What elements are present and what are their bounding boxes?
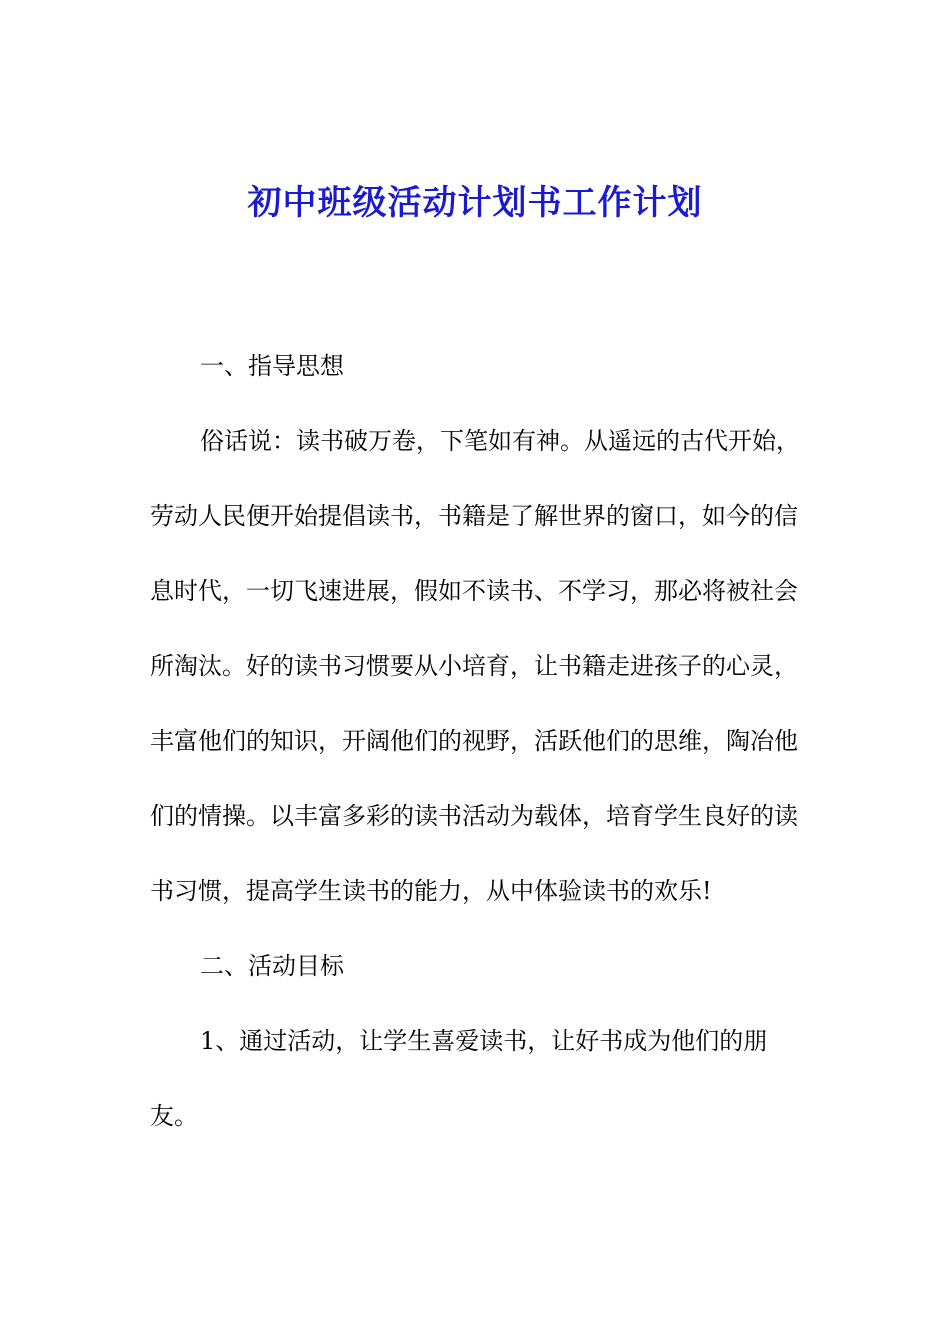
section-heading-activity-goals: 二、活动目标 <box>200 952 344 980</box>
paragraph-goal-1: 1、通过活动，让学生喜爱读书，让好书成为他们的朋友。 <box>150 1027 768 1130</box>
section-heading-guiding-ideology: 一、指导思想 <box>200 352 344 380</box>
document-title: 初中班级活动计划书工作计划 <box>247 183 703 223</box>
paragraph-guiding-ideology: 俗话说：读书破万卷，下笔如有神。从遥远的古代开始，劳动人民便开始提倡读书，书籍是了解世界的窗口，如今的信息时代，一切飞速进展，假如不读书、不学习，那必将被社会所淘汰。好的读书习惯要从小培育，让书籍走进孩子的心灵，丰富他们的知识，开阔他们的视野，活跃他们的思维，陶冶他们的情操。以丰富多彩的读书活动为载体，培育学生良好的读书习惯，提高学生读书的能力，从中体验读书的欢乐! <box>150 427 800 905</box>
document-body <box>150 329 810 1154</box>
